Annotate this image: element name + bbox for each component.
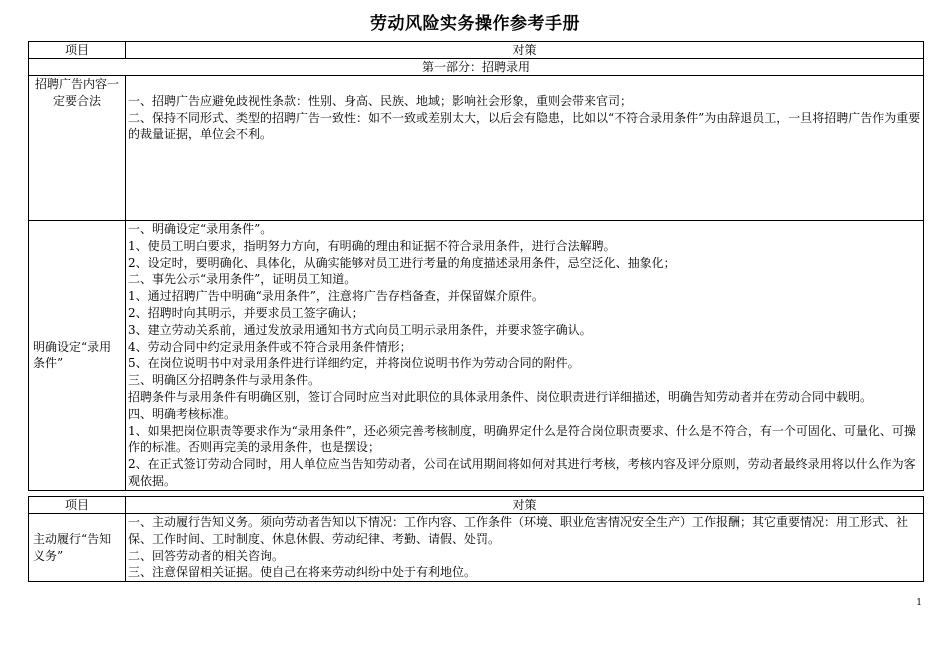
content-line: 四、明确考核标准。 <box>128 406 237 421</box>
row-content-hiring-conditions <box>126 221 924 491</box>
section-row <box>29 59 924 76</box>
table-row <box>29 76 924 221</box>
content-line: 2、招聘时向其明示，并要求员工签字确认； <box>128 305 364 320</box>
document-title: 劳动风险实务操作参考手册 <box>370 14 580 34</box>
header-strategy: 对策 <box>126 42 924 59</box>
content-line: 二、回答劳动者的相关咨询。 <box>128 548 285 563</box>
table-row <box>29 514 924 582</box>
content-line: 招聘条件与录用条件有明确区别，签订合同时应当对此职位的具体录用条件、岗位职责进行详细描述，明确告知劳动者并在劳动合同中载明。 <box>128 389 873 404</box>
section-title: 第一部分：招聘录用 <box>29 59 924 76</box>
page-number: 1 <box>916 598 922 608</box>
content-line: 1、如果把岗位职责等要求作为“录用条件”，还必须完善考核制度，明确界定什么是符合岗位职责要求、什么是不符合，有一个可固化、可量化、可操作的标准。否则再完美的录用条件，也是摆设； <box>128 423 916 455</box>
content-line: 1、使员工明白要求，指明努力方向，有明确的理由和证据不符合录用条件，进行合法解聘。 <box>128 238 616 253</box>
header-item: 项目 <box>29 497 126 514</box>
content-line: 1、通过招聘广告中明确“录用条件”，注意将广告存档备查，并保留媒介原件。 <box>128 289 544 304</box>
row-content-recruitment-ad <box>126 76 924 221</box>
content-line: 二、保持不同形式、类型的招聘广告一致性：如不一致或差别太大，以后会有隐患，比如以“不符合录用条件”为由辞退员工，一旦将招聘广告作为重要的裁量证据，单位会不利。 <box>128 110 921 142</box>
content-line: 3、建立劳动关系前，通过发放录用通知书方式向员工明示录用条件，并要求签字确认。 <box>128 322 592 337</box>
row-label-notification-duty: 主动履行“告知义务” <box>29 514 126 582</box>
table-header-row <box>29 497 924 514</box>
content-line: 4、劳动合同中约定录用条件或不符合录用条件情形； <box>128 339 412 354</box>
content-line: 二、事先公示“录用条件”，证明员工知道。 <box>128 272 357 287</box>
content-line: 一、明确设定“录用条件”。 <box>128 222 273 236</box>
content-line: 一、招聘广告应避免歧视性条款：性别、身高、民族、地域；影响社会形象，重则会带来官司； <box>128 93 633 108</box>
risk-table-part1 <box>28 41 924 491</box>
row-label-hiring-conditions: 明确设定“录用条件” <box>29 221 126 491</box>
content-line: 三、明确区分招聘条件与录用条件。 <box>128 373 321 388</box>
row-content-notification-duty <box>126 514 924 582</box>
table-row <box>29 221 924 491</box>
content-line: 2、在正式签订劳动合同时，用人单位应当告知劳动者，公司在试用期间将如何对其进行考核，考核内容及评分原则，劳动者最终录用将以什么作为客观依据。 <box>128 457 916 488</box>
table-header-row <box>29 42 924 59</box>
risk-table-part2 <box>28 496 924 582</box>
header-item: 项目 <box>29 42 126 59</box>
header-strategy: 对策 <box>126 497 924 514</box>
content-line: 2、设定时，要明确化、具体化，从确实能够对员工进行考量的角度描述录用条件，忌空泛化、抽象化； <box>128 255 676 270</box>
row-label-recruitment-ad: 招聘广告内容一定要合法 <box>29 76 126 221</box>
content-line: 5、在岗位说明书中对录用条件进行详细约定，并将岗位说明书作为劳动合同的附件。 <box>128 356 580 371</box>
content-line: 三、注意保留相关证据。使自己在将来劳动纠纷中处于有利地位。 <box>128 565 477 580</box>
content-line <box>128 76 921 93</box>
content-line: 一、主动履行告知义务。须向劳动者告知以下情况：工作内容、工作条件（环境、职业危害情况安全生产）工作报酬；其它重要情况：用工形式、社保、工作时间、工时制度、休息休假、劳动纪律、考勤、请假、处罚。 <box>128 515 909 546</box>
